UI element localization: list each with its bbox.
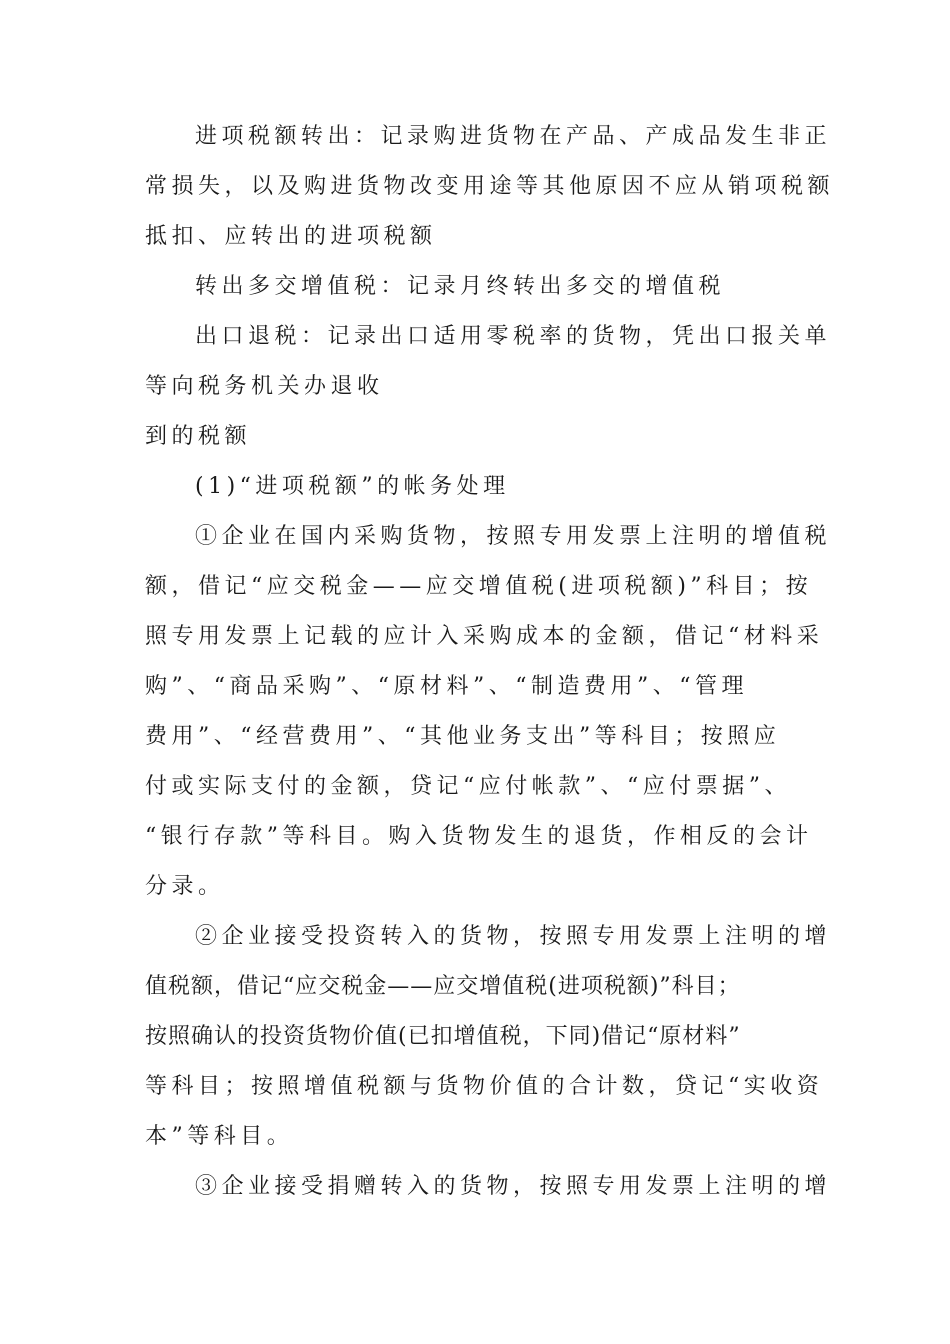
paragraph-line: 购”、“商品采购”、“原材料”、“制造费用”、“管理 xyxy=(145,674,748,699)
paragraph-line: 等向税务机关办退收 xyxy=(145,374,384,399)
paragraph-line: ③企业接受捐赠转入的货物，按照专用发票上注明的增 xyxy=(195,1174,832,1199)
paragraph-line: 额，借记“应交税金——应交增值税(进项税额)”科目；按 xyxy=(145,574,813,599)
paragraph-line: 转出多交增值税：记录月终转出多交的增值税 xyxy=(195,274,726,299)
paragraph-line: 付或实际支付的金额，贷记“应付帐款”、“应付票据”、 xyxy=(145,774,791,799)
paragraph-line: 费用”、“经营费用”、“其他业务支出”等科目；按照应 xyxy=(145,724,781,749)
paragraph-line: (1)“进项税额”的帐务处理 xyxy=(195,474,510,499)
paragraph-line: 等科目；按照增值税额与货物价值的合计数，贷记“实收资 xyxy=(145,1074,824,1099)
paragraph-line: “银行存款”等科目。购入货物发生的退货，作相反的会计 xyxy=(145,824,813,849)
paragraph-line: 按照确认的投资货物价值(已扣增值税，下同)借记“原材料” xyxy=(145,1024,741,1049)
paragraph-line: ②企业接受投资转入的货物，按照专用发票上注明的增 xyxy=(195,924,832,949)
paragraph-line: 值税额，借记“应交税金——应交增值税(进项税额)”科目； xyxy=(145,974,741,999)
paragraph-line: 照专用发票上记载的应计入采购成本的金额，借记“材料采 xyxy=(145,624,824,649)
paragraph-line: ①企业在国内采购货物，按照专用发票上注明的增值税 xyxy=(195,524,832,549)
paragraph-line: 本”等科目。 xyxy=(145,1124,294,1149)
paragraph-line: 出口退税：记录出口适用零税率的货物，凭出口报关单 xyxy=(195,324,832,349)
paragraph-line: 常损失，以及购进货物改变用途等其他原因不应从销项税额 xyxy=(145,174,835,199)
paragraph-line: 进项税额转出：记录购进货物在产品、产成品发生非正 xyxy=(195,124,832,149)
paragraph-line: 到的税额 xyxy=(145,424,252,449)
paragraph-line: 分录。 xyxy=(145,874,225,899)
document-body xyxy=(145,112,835,1212)
paragraph-line: 抵扣、应转出的进项税额 xyxy=(145,224,437,249)
